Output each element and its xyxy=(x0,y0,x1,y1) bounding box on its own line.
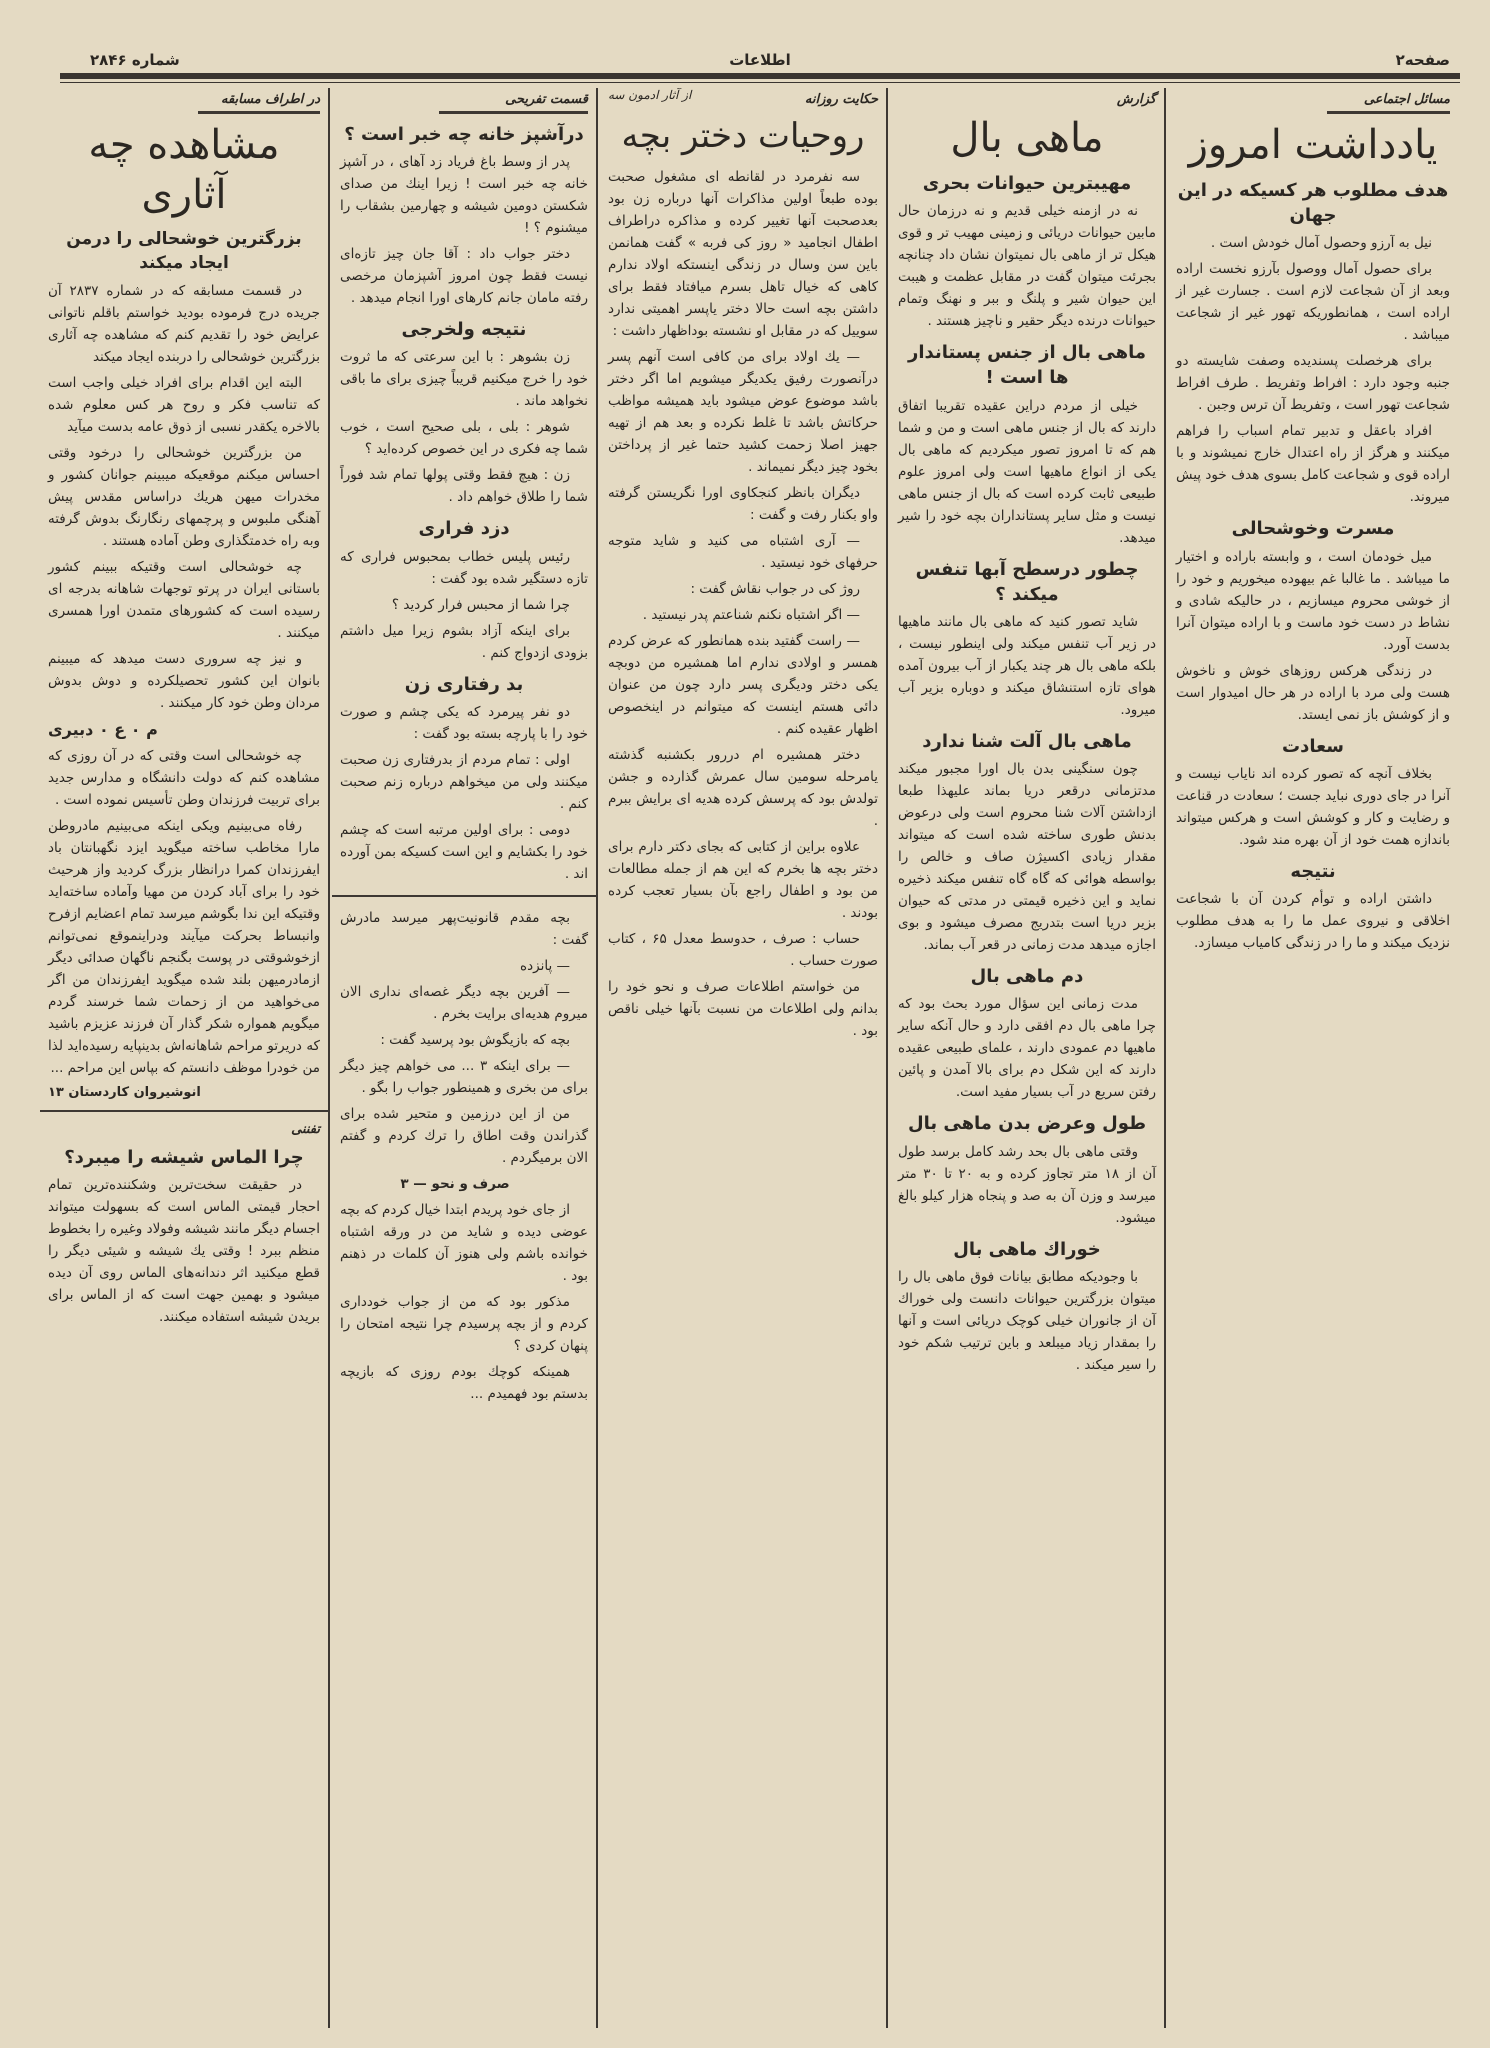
paragraph: پدر از وسط باغ فریاد زد آهای ، در آشپز خانه چه خبر است ! زیرا اینك من صدای شکستن دومین شیشه و چهارمین بشقاب را میشنوم ؟ ! xyxy=(340,154,588,237)
column-divider xyxy=(328,88,330,2028)
paragraph: شاید تصور کنید که ماهی بال مانند ماهیها در زیر آب تنفس میکند ولی اینطور نیست ، بلکه ماهی بال هر چند یکبار از آب بیرون آمده هوای تازه استنشاق میکند و دوباره بزیر آب میرود. xyxy=(898,613,1156,718)
subheading: چطور درسطح آبها تنفس میکند ؟ xyxy=(915,558,1139,605)
masthead-rule xyxy=(60,73,1460,79)
paragraph: بچه مقدم قانونیت‌پهر میرسد مادرش گفت : xyxy=(340,909,588,948)
paragraph: — آفرین بچه دیگر غصه‌ای نداری الان میروم هدیه‌ای برایت بخرم . xyxy=(340,983,588,1022)
article-title: مشاهده چه آثاری xyxy=(88,122,280,218)
section-kicker: گزارش xyxy=(1116,92,1156,107)
paragraph: چه خوشحالی است وقتی که در آن روزی که مشاهده کنم که دولت دانشگاه و مدارس جدید برای تربیت فرزندان وطن تأسیس نموده است . xyxy=(48,747,320,808)
subheading: ماهی بال از جنس پستاندار ها است ! xyxy=(908,342,1146,389)
paragraph: من خواستم اطلاعات صرف و نحو خود را بدانم ولی اطلاعات من نسبت بآنها خیلی ناقص بود . xyxy=(608,978,878,1039)
kicker-rule xyxy=(1327,111,1450,114)
paragraph: با وجودیکه مطابق بیانات فوق ماهی بال را میتوان بزرگترین حیوانات دانست ولی خوراك آن از جانوران خیلی کوچک دریائی است و آنها را بمقدار زیاد میبلعد و باین ترتیب شکم خود را سیر میکند . xyxy=(898,1268,1156,1373)
paragraph: — اگر اشتباه نکنم شناعتم پدر نیستید . xyxy=(642,606,860,623)
paragraph: در حقیقت سخت‌ترین وشکننده‌ترین تمام احجار قیمتی الماس است که بسهولت میتواند اجسام دیگر مانند شیشه وفولاد وغیره را بخطوط منظم ببرد ! وقتی یك شیشه و شیئی دیگر را قطع میکنید اثر دندانه‌های الماس روی آن دیده میشود و بهمین جهت است که از الماس برای بریدن شیشه استفاده میکنند. xyxy=(48,1176,320,1325)
column-divider xyxy=(886,88,888,2028)
paragraph: و نیز چه سروری دست میدهد که میبینم بانوان این کشور تحصیلکرده و دوش بدوش مردان وطن خود کار میکنند . xyxy=(48,650,320,711)
story-source: از آثار ادمون سه xyxy=(608,88,692,102)
column-entertainment xyxy=(332,88,596,2028)
subheading: مسرت وخوشحالی xyxy=(1231,518,1395,540)
story-header xyxy=(608,88,878,109)
paragraph: دو نفر پیرمرد که یکی چشم و صورت خود را با پارچه بسته بود گفت : xyxy=(340,703,588,742)
paragraph: سه نفرمرد در لقانطه ای مشغول صحبت بوده طبعاً اولین مذاکرات آنها درباره زن بود بعدصحبت آنها تغییر کرده و مذاکره دراطراف اطفال انجامید « روز کی فربه » گفت همانمن باین سن وسال در زندگی اینستکه اولاد ندارم کاهی که خیال تاهل بسرم میافتاد فقط برای داشتن بچه است حالا دختر یاپسر اهمیتی ندارد سوییل که در مقابل او نشسته بوداظهار داشت : xyxy=(608,168,878,339)
paragraph: مدت زمانی این سؤال مورد بحث بود که چرا ماهی بال دم افقی دارد و حال آنکه سایر ماهیها دم عمودی دارند ، علمای طبیعی عقیده دارند که این شکل دم برای بالا آمدن و پائین رفتن سریع در آب بسیار مفید است. xyxy=(898,996,1156,1101)
article-title: روحیات دختر بچه xyxy=(621,116,865,156)
section-kicker: در اطراف مسابقه xyxy=(220,92,320,107)
paragraph: برای اینکه آزاد بشوم زیرا میل داشتم بزودی ازدواج کنم . xyxy=(340,622,588,661)
paragraph: دختر جواب داد : آقا جان چیز تازه‌ای نیست فقط چون امروز آشپزمان مرخصی رفته مامان جانم کارهای اورا انجام میدهد . xyxy=(340,246,588,307)
paragraph: رفاه می‌بینیم ویکی اینکه می‌بینیم مادروطن مارا مخاطب ساخته میگوید ایزد نگهبانتان باد ایفرزندان کمرا درانظار بزرگ کردید واز هرحیث خود را برای آباد کردن من مهیا وآماده ساخته‌اید وقتیکه این ندا بگوشم میرسد تمام اعضایم ازفرح وانبساط بحرکت میآیند ودراینموقع نمی‌توانم ازخوشوقتی در پوست بگنجم ناگهان صدائی دیگر ازمادرمیهن بلند شده میگوید ایفرزندان من اگر می‌خواهید من از زحمات شما خرسند گردم میگویم همواره شکر گذار آن فرزند عزیزم باشید که دریرتو مراحم شاهانه‌اش بدینپایه رسیده‌اید لذا من خودرا موظف دانستم که بپاس این مراحم ... xyxy=(48,817,320,1076)
paragraph: زن : هیچ فقط وقتی پولها تمام شد فوراً شما را طلاق خواهم داد . xyxy=(340,467,588,506)
paragraph: رئیس پلیس خطاب بمحبوس فراری که تازه دستگیر شده بود گفت : xyxy=(340,548,588,587)
paragraph: دومی : برای اولین مرتبه است که چشم خود را بکشایم و این است کسیکه بمن آورده اند . xyxy=(340,821,588,882)
paragraph: — پانزده xyxy=(520,957,570,974)
paragraph: در زندگی هرکس روزهای خوش و ناخوش هست ولی مرد با اراده در هر حال امیدوار است و از کوشش باز نمی ایستد. xyxy=(1176,662,1450,723)
paragraph: بخلاف آنچه که تصور کرده اند نایاب نیست و آنرا در جای دوری نباید جست ؛ سعادت در قناعت و رضایت و کار و کوشش است و هرکس میتواند باندازه همت خود از آن بهره مند شود. xyxy=(1176,765,1450,848)
column-divider xyxy=(596,88,598,2028)
paragraph: البته این اقدام برای افراد خیلی واجب است که تناسب فکر و روح هر کس معلوم شده بالاخره یکقدر نسبی از ذوق عامه بدست میآید xyxy=(48,374,320,435)
column-editorial xyxy=(1168,88,1458,2028)
paragraph: چرا شما از محبس فرار کردید ؟ xyxy=(391,596,570,613)
issue-number: شماره ۲۸۴۶ xyxy=(90,51,180,69)
article-title: یادداشت امروز xyxy=(1188,122,1438,168)
paragraph: چون سنگینی بدن بال اورا مجبور میکند مدتزمانی درقعر دریا بماند علیهذا طبعا ازداشتن آلات شنا محروم است ولی درعوض بدنش طوری ساخته شده است که میتواند مقدار زیادی اکسیژن صاف و خالص را بواسطه هوائی که گاه گاه تنفس میکند ذخیره نماید و این ذخیره قیمتی در مدتی که حیوان بزیر دریا است بتدریج مصرف میشود و بوی اجازه میدهد مدت زمانی در قعر آب بماند. xyxy=(898,761,1156,954)
section-kicker: مسائل اجتماعی xyxy=(1363,92,1450,107)
paragraph: من بزرگترین خوشحالی را درخود وقتی احساس میکنم موقعیکه میبینم جوانان کشور و مخدرات میهن هریك دراساس مقدس پیش آهنگی ملبوس و پرچمهای رنگارنگ بدوش گرفته وبه راه خدمتگذاری وطن آماده هستند . xyxy=(48,444,320,549)
subheading: نتیجه xyxy=(1290,860,1336,882)
paragraph: دختر همشیره ام دررور بکشنبه گذشته یامرحله سومین سال عمرش گذارده و جشن تولدش بود که پرسش کرده هدیه ای برایش ببرم . xyxy=(608,746,878,829)
paragraph: بچه که بازیگوش بود پرسید گفت : xyxy=(380,1031,570,1048)
paragraph: در قسمت مسابقه که در شماره ۲۸۳۷ آن جریده درج فرموده بودید خواستم باقلم ناتوانی عرایض خود را تقدیم کنم که مشاهده چه آثاری بزرگترین خوشحالی را دربنده ایجاد میکند xyxy=(48,282,320,365)
paragraph: همینکه کوچك بودم روزی که بازیچه بدستم بود فهمیدم ... xyxy=(340,1363,588,1402)
paragraph: چه خوشحالی است وقتیکه ببینم کشور باستانی ایران در پرتو توجهات شاهانه بدرجه ای رسیده است که کشورهای متمدن اورا همسری میکنند . xyxy=(48,558,320,641)
paragraph: مذکور بود که من از جواب خودداری کردم و از بچه پرسیدم چرا نتیجه امتحان را پنهان کردی ؟ xyxy=(340,1293,588,1354)
subheading: نتیجه ولخرجی xyxy=(401,319,527,341)
section-kicker: قسمت تفریحی xyxy=(505,92,588,107)
paragraph: — راست گفتید بنده همانطور که عرض کردم همسر و اولادی ندارم اما همشیره من دوبچه یکی دختر ودیگری پسر دارد چون من عنوان دائی هستم اینست که میتوانم در اینخصوص اظهار عقیده کنم . xyxy=(608,632,878,737)
kicker-rule xyxy=(198,111,320,114)
kicker-rule xyxy=(439,111,588,114)
paragraph: اولی : تمام مردم از بدرفتاری زن صحبت میکنند ولی من میخواهم درباره زنم صحبت کنم . xyxy=(340,751,588,812)
column-daily-story xyxy=(600,88,886,2028)
paragraph: نه در ازمنه خیلی قدیم و نه درزمان حال مابین حیوانات دریائی و زمینی مهیب تر و قوی هیکل تر از ماهی بال نمیتوان نشان داد چنانچه بجرئت میتوان گفت در مقابل عظمت و هیبت این حیوان شیر و پلنگ و ببر و نهنگ وتمام حیوانات درنده دیگر حقیر و ناچیز هستند . xyxy=(898,203,1156,330)
paragraph: — آری اشتباه می کنید و شاید متوجه حرفهای خود نیستید . xyxy=(608,532,878,571)
paragraph: شوهر : بلی ، بلی صحیح است ، خوب شما چه فکری در این خصوص کرده‌اید ؟ xyxy=(340,419,588,458)
subheading: دم ماهی بال xyxy=(970,966,1084,988)
article-title: ماهی بال xyxy=(950,115,1104,161)
paragraph: داشتن اراده و توأم کردن آن با شجاعت اخلاقی و نیروی عمل ما را به هدف مطلوب نزدیک میکند و ما را در زندگی کامیاب میسازد. xyxy=(1176,890,1450,951)
subheading: خوراك ماهی بال xyxy=(953,1238,1101,1260)
paragraph: نیل به آرزو وحصول آمال خودش است . xyxy=(1210,235,1432,252)
masthead-thin-rule xyxy=(60,82,1460,83)
subheading: درآشپز خانه چه خبر است ؟ xyxy=(344,124,584,145)
masthead xyxy=(60,45,1460,85)
paragraph: میل خودمان است ، و وابسته باراده و اختیار ما میباشد . ما غالبا غم بیهوده میخوریم و خود را از خوشی محروم میسازیم ، در حالیکه شادی و نشاط در دست خود ماست و با اراده میتوان آنرا بدست آورد. xyxy=(1176,548,1450,653)
column-divider xyxy=(1164,88,1166,2028)
column-contest xyxy=(40,88,328,2028)
author-footer: انوشیروان کاردستان ۱۳ xyxy=(48,1084,201,1100)
paragraph: دیگران بانظر کنجکاوی اورا نگریستن گرفته واو بکنار رفت و گفت : xyxy=(608,484,878,523)
paragraph: حساب : صرف ، حدوسط معدل ۶۵ ، کتاب صورت حساب . xyxy=(608,930,878,969)
section-divider xyxy=(332,895,596,897)
subheading: ماهی بال آلت شنا ندارد xyxy=(922,730,1132,752)
paragraph: — یك اولاد برای من کافی است آنهم پسر درآنصورت رفیق یکدیگر میشویم اما اگر دختر باشد موضوع عوض میشود باید همیشه مواظب حرکاتش باشد تا غلط نکرده و بعد هم از تهیه جهیز اصلا زحمت کشید حتما غیر از پرداختن بخود چیز دیگر نمیماند . xyxy=(608,348,878,475)
article-lead: بزرگترین خوشحالی را درمن ایجاد میکند xyxy=(66,229,302,273)
newspaper-name: اطلاعات xyxy=(729,51,791,69)
paragraph: وقتی ماهی بال بحد رشد کامل برسد طول آن از ۱۸ متر تجاوز کرده و به ۲۰ تا ۳۰ متر میرسد و وزن آن به صد و پنجاه هزار کیلو بالغ میشود. xyxy=(898,1143,1157,1226)
paragraph: من از این درزمین و متحیر شده برای گذراندن وقت اطاق را ترك کردم و گفتم الان برمیگردم . xyxy=(340,1105,588,1166)
paragraph: برای هرخصلت پسندیده وصفت شایسته دو جنبه وجود دارد : افراط وتفریط . طرف افراط شجاعت تهور است ، وتفریط آن ترس وجبن . xyxy=(1176,353,1450,414)
paragraph: خیلی از مردم دراین عقیده تقریبا اتفاق دارند که بال از جنس ماهی است و من و شما هم که تا امروز تصور میکردیم که ماهی بال یکی از انواع ماهیها است ولی امروز علوم طبیعی ثابت کرده است که بال از جنس ماهی نیست و مثل سایر پستانداران بچه خود را شیر میدهد. xyxy=(898,397,1156,546)
column-whale-report xyxy=(890,88,1164,2028)
subheading: چرا الماس شیشه را میبرد؟ xyxy=(64,1146,304,1168)
subheading: دزد فراری xyxy=(418,518,510,540)
paragraph: از جای خود پریدم ابتدا خیال کردم که بچه عوضی دیده و شاید من در ورقه اشتباه خوانده باشم ولی هنوز آن کلمات در ذهنم بود . xyxy=(340,1201,588,1284)
paragraph: افراد باعقل و تدبیر تمام اسباب را فراهم میکنند و هرگز از راه اعتدال خارج نمیشوند و با اراده قوی و شجاعت کامل بسوی هدف خود پیش میروند. xyxy=(1176,423,1450,506)
section-kicker: تفننی xyxy=(291,1121,320,1137)
article-lead: هدف مطلوب هر کسیکه در این جهان xyxy=(1177,180,1449,227)
author-signature: م ۰ ع ۰ دبیری xyxy=(48,719,158,739)
article-lead: مهیبترین حیوانات بحری xyxy=(922,173,1132,194)
section-kicker: حکایت روزانه xyxy=(804,92,878,107)
paragraph: زن بشوهر : با این سرعتی که ما ثروت خود را خرج میکنیم قریباً چیزی برای ما باقی نخواهد ماند . xyxy=(340,349,588,410)
paragraph: برای حصول آمال ووصول بآرزو نخست اراده وبعد از آن شجاعت لازم است . جسارت غیر از اراده است ، همانطوریکه تهور غیر از شجاعت میباشد . xyxy=(1176,261,1450,344)
page-number: صفحه۲ xyxy=(1395,51,1450,69)
paragraph: — برای اینکه ۳ ... می خواهم چیز دیگر برای من بخری و همینطور جواب را بگو . xyxy=(340,1057,588,1096)
section-divider xyxy=(40,1110,328,1112)
paragraph: روژ کی در جواب نقاش گفت : xyxy=(690,580,860,597)
paragraph: علاوه براین از کتابی که بجای دکتر دارم برای دختر بچه ها بخرم که این هم از جمله مطالعات من بود و اطفال راجع بآن بسیار تعجب کرده بودند . xyxy=(608,838,878,921)
subheading: بد رفتاری زن xyxy=(404,673,524,695)
subheading: طول وعرض بدن ماهی بال xyxy=(907,1113,1147,1135)
paragraph: صرف و نحو — ۳ xyxy=(400,1175,510,1192)
subheading: سعادت xyxy=(1282,735,1344,757)
